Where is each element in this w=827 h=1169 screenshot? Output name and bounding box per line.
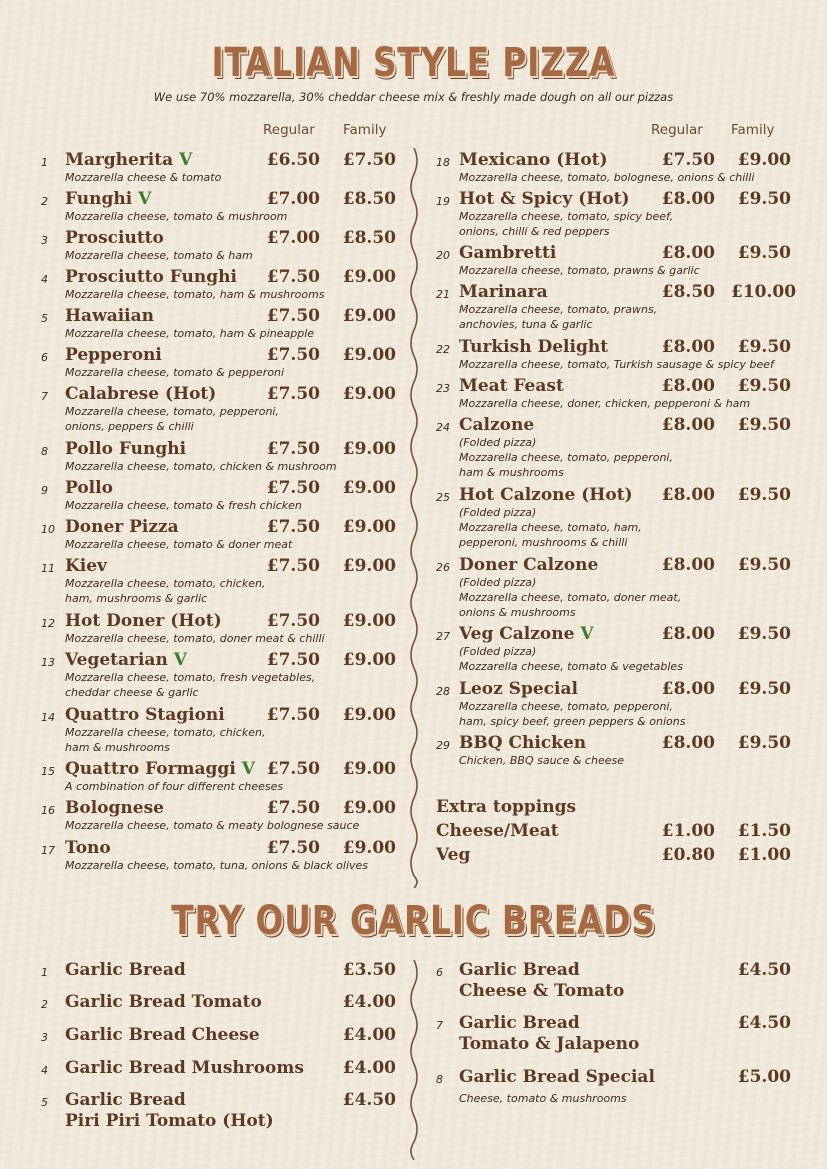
extra-toppings-heading: Extra toppings [436, 797, 577, 817]
pizza-16-regular-price: £7.50 [266, 798, 320, 818]
pizza-19-name-text: Hot & Spicy (Hot) [459, 189, 630, 209]
pizza-5-name-text: Hawaiian [65, 306, 155, 326]
garlic-4-number: 4 [41, 1064, 48, 1077]
pizza-3-name [65, 228, 164, 248]
pizza-7-description [65, 404, 279, 434]
pizza-25-description-line: (Folded pizza) [459, 506, 537, 519]
pizza-24-description-line: Mozzarella cheese, tomato, pepperoni, [459, 451, 673, 464]
pizza-7-name-text: Calabrese (Hot) [65, 384, 217, 404]
pizza-22-number: 22 [436, 343, 450, 356]
pizza-27-number: 27 [436, 630, 450, 643]
garlic-2-name [65, 992, 262, 1013]
pizza-3-description [65, 248, 253, 263]
pizza-4-regular-price: £7.50 [266, 267, 320, 287]
garlic-5-name-line: Garlic Bread [65, 1090, 186, 1110]
pizza-19-family-price: £9.50 [737, 189, 791, 209]
pizza-6-description-line: Mozzarella cheese, tomato & pepperoni [65, 366, 285, 379]
pizza-2-number: 2 [41, 195, 48, 208]
pizza-25-regular-price: £8.00 [661, 485, 715, 505]
pizza-26-number: 26 [436, 561, 450, 574]
pizza-25-family-price: £9.50 [737, 485, 791, 505]
pizza-1-name-text: Margherita [65, 150, 174, 170]
pizza-1-regular-price: £6.50 [266, 150, 320, 170]
pizza-19-number: 19 [436, 195, 450, 208]
pizza-12-description [65, 631, 325, 646]
pizza-27-description [459, 644, 683, 674]
pizza-7-name [65, 384, 216, 404]
pizza-13-description-line: cheddar cheese & garlic [65, 686, 199, 699]
pizza-7-family-price: £9.00 [342, 384, 396, 404]
pizza-25-name-text: Hot Calzone (Hot) [459, 485, 633, 505]
pizza-20-name [459, 243, 556, 263]
pizza-17-regular-price: £7.50 [266, 838, 320, 858]
pizza-3-regular-price: £7.00 [266, 228, 320, 248]
pizza-11-regular-price: £7.50 [266, 556, 320, 576]
pizza-27-family-price: £9.50 [737, 624, 791, 644]
pizza-15-veg-icon: V [241, 759, 255, 779]
pizza-23-number: 23 [436, 382, 450, 395]
pizza-22-family-price: £9.50 [737, 337, 791, 357]
pizza-7-description-line: onions, peppers & chilli [65, 420, 194, 433]
pizza-10-description-line: Mozzarella cheese, tomato & doner meat [65, 538, 293, 551]
pizza-15-family-price: £9.00 [342, 759, 396, 779]
pizza-9-description [65, 498, 302, 513]
pizza-19-description-line: Mozzarella cheese, tomato, spicy beef, [459, 210, 674, 223]
garlic-2-number: 2 [41, 998, 48, 1011]
garlic-5-price: £4.50 [342, 1090, 396, 1110]
pizza-12-family-price: £9.00 [342, 611, 396, 631]
pizza-5-regular-price: £7.50 [266, 306, 320, 326]
pizza-20-number: 20 [436, 249, 450, 262]
pizza-29-name [459, 733, 586, 753]
garlic-3-name-line: Garlic Bread Cheese [65, 1025, 260, 1045]
pizza-title: ITALIAN STYLE PIZZA [211, 40, 616, 86]
pizza-17-description [65, 858, 368, 873]
pizza-19-name [459, 189, 630, 209]
pizza-21-family-price: £10.00 [731, 282, 797, 302]
garlic-8-price: £5.00 [737, 1067, 791, 1087]
garlic-2-price: £4.00 [342, 992, 396, 1012]
pizza-16-description [65, 818, 359, 833]
pizza-15-number: 15 [41, 765, 55, 778]
pizza-19-description-line: onions, chilli & red peppers [459, 225, 610, 238]
pizza-7-description-line: Mozzarella cheese, tomato, pepperoni, [65, 405, 279, 418]
garlic-4-price: £4.00 [342, 1058, 396, 1078]
pizza-9-family-price: £9.00 [342, 478, 396, 498]
garlic-4-name-line: Garlic Bread Mushrooms [65, 1058, 304, 1078]
pizza-23-description-line: Mozzarella cheese, doner, chicken, pepperoni & ham [459, 397, 751, 410]
pizza-10-number: 10 [41, 523, 55, 536]
garlic-5-number: 5 [41, 1096, 48, 1109]
pizza-20-family-price: £9.50 [737, 243, 791, 263]
pizza-21-name-text: Marinara [459, 282, 548, 302]
pizza-25-name [459, 485, 633, 505]
pizza-14-family-price: £9.00 [342, 705, 396, 725]
pizza-13-regular-price: £7.50 [266, 650, 320, 670]
pizza-11-number: 11 [41, 562, 55, 575]
pizza-21-number: 21 [436, 288, 450, 301]
pizza-18-name [459, 150, 608, 170]
pizza-13-name [65, 650, 187, 670]
extra-2-name: Veg [436, 845, 471, 865]
right-col-family-header: Family [731, 122, 775, 138]
garlic-title: TRY OUR GARLIC BREADS [171, 898, 656, 944]
pizza-18-description-line: Mozzarella cheese, tomato, bolognese, onions & chilli [459, 171, 755, 184]
pizza-28-description-line: Mozzarella cheese, tomato, pepperoni, [459, 700, 673, 713]
pizza-21-description-line: Mozzarella cheese, tomato, prawns, [459, 303, 658, 316]
pizza-24-description-line: ham & mushrooms [459, 466, 564, 479]
garlic-7-number: 7 [436, 1019, 443, 1032]
pizza-21-name [459, 282, 548, 302]
pizza-28-description-line: ham, spicy beef, green peppers & onions [459, 715, 686, 728]
garlic-3-number: 3 [41, 1031, 48, 1044]
pizza-21-description [459, 302, 657, 332]
pizza-25-description-line: pepperoni, mushrooms & chilli [459, 536, 628, 549]
pizza-24-family-price: £9.50 [737, 415, 791, 435]
pizza-15-description [65, 779, 283, 794]
pizza-26-name-text: Doner Calzone [459, 555, 599, 575]
garlic-1-name [65, 960, 186, 981]
pizza-29-family-price: £9.50 [737, 733, 791, 753]
pizza-18-number: 18 [436, 156, 450, 169]
pizza-18-name-text: Mexicano (Hot) [459, 150, 608, 170]
pizza-8-description-line: Mozzarella cheese, tomato, chicken & mushroom [65, 460, 337, 473]
pizza-13-veg-icon: V [173, 650, 187, 670]
pizza-23-description [459, 396, 750, 411]
garlic-8-name [459, 1067, 655, 1088]
pizza-15-description-line: A combination of four different cheeses [65, 780, 284, 793]
pizza-10-name-text: Doner Pizza [65, 517, 179, 537]
pizza-28-description [459, 699, 685, 729]
pizza-26-description-line: Mozzarella cheese, tomato, doner meat, [459, 591, 682, 604]
pizza-5-family-price: £9.00 [342, 306, 396, 326]
left-col-regular-header: Regular [263, 122, 315, 138]
pizza-11-name [65, 556, 107, 576]
pizza-16-description-line: Mozzarella cheese, tomato & meaty bolognese sauce [65, 819, 360, 832]
pizza-13-description [65, 670, 315, 700]
pizza-17-family-price: £9.00 [342, 838, 396, 858]
pizza-13-name-text: Vegetarian [65, 650, 168, 670]
pizza-3-name-text: Prosciutto [65, 228, 164, 248]
pizza-14-name [65, 705, 225, 725]
pizza-2-veg-icon: V [138, 189, 152, 209]
pizza-24-name-text: Calzone [459, 415, 535, 435]
pizza-28-regular-price: £8.00 [661, 679, 715, 699]
pizza-20-name-text: Gambretti [459, 243, 557, 263]
pizza-16-name-text: Bolognese [65, 798, 164, 818]
garlic-8-name-line: Garlic Bread Special [459, 1067, 655, 1087]
pizza-14-description-line: ham & mushrooms [65, 741, 170, 754]
pizza-8-name-text: Pollo Funghi [65, 439, 187, 459]
pizza-14-description [65, 725, 265, 755]
pizza-4-number: 4 [41, 273, 48, 286]
pizza-column-divider [404, 148, 424, 888]
pizza-1-number: 1 [41, 156, 48, 169]
pizza-10-description [65, 537, 292, 552]
pizza-27-name [459, 624, 594, 644]
pizza-24-description [459, 435, 673, 480]
pizza-28-name [459, 679, 578, 699]
garlic-8-number: 8 [436, 1073, 443, 1086]
pizza-26-description-line: (Folded pizza) [459, 576, 537, 589]
pizza-29-description-line: Chicken, BBQ sauce & cheese [459, 754, 624, 767]
pizza-26-name [459, 555, 598, 575]
pizza-18-description [459, 170, 754, 185]
pizza-2-regular-price: £7.00 [266, 189, 320, 209]
garlic-7-name-line: Tomato & Jalapeno [459, 1034, 640, 1054]
pizza-5-description-line: Mozzarella cheese, tomato, ham & pineapple [65, 327, 315, 340]
pizza-20-description-line: Mozzarella cheese, tomato, prawns & garlic [459, 264, 700, 277]
pizza-22-regular-price: £8.00 [661, 337, 715, 357]
pizza-28-name-text: Leoz Special [459, 679, 578, 699]
extra-1-family-price: £1.50 [737, 821, 791, 841]
pizza-16-family-price: £9.00 [342, 798, 396, 818]
garlic-7-name [459, 1013, 639, 1055]
pizza-11-description-line: Mozzarella cheese, tomato, chicken, [65, 577, 266, 590]
pizza-21-regular-price: £8.50 [661, 282, 715, 302]
pizza-3-number: 3 [41, 234, 48, 247]
pizza-15-name [65, 759, 255, 779]
pizza-16-number: 16 [41, 804, 55, 817]
pizza-1-name [65, 150, 192, 170]
pizza-9-name [65, 478, 113, 498]
pizza-2-description-line: Mozzarella cheese, tomato & mushroom [65, 210, 288, 223]
garlic-6-price: £4.50 [737, 960, 791, 980]
pizza-14-number: 14 [41, 711, 55, 724]
pizza-15-regular-price: £7.50 [266, 759, 320, 779]
pizza-23-family-price: £9.50 [737, 376, 791, 396]
pizza-4-name [65, 267, 237, 287]
pizza-14-name-text: Quattro Stagioni [65, 705, 225, 725]
pizza-25-description-line: Mozzarella cheese, tomato, ham, [459, 521, 642, 534]
pizza-17-name [65, 838, 111, 858]
pizza-6-name [65, 345, 162, 365]
pizza-7-number: 7 [41, 390, 48, 403]
garlic-8-description: Cheese, tomato & mushrooms [459, 1092, 627, 1105]
pizza-2-name-text: Funghi [65, 189, 133, 209]
pizza-4-description [65, 287, 325, 302]
pizza-7-regular-price: £7.50 [266, 384, 320, 404]
extra-1-name: Cheese/Meat [436, 821, 559, 841]
pizza-18-regular-price: £7.50 [661, 150, 715, 170]
pizza-24-number: 24 [436, 421, 450, 434]
pizza-23-regular-price: £8.00 [661, 376, 715, 396]
pizza-17-description-line: Mozzarella cheese, tomato, tuna, onions & black olives [65, 859, 369, 872]
garlic-6-name-line: Cheese & Tomato [459, 981, 625, 1001]
garlic-6-number: 6 [436, 966, 443, 979]
pizza-28-number: 28 [436, 685, 450, 698]
pizza-11-family-price: £9.00 [342, 556, 396, 576]
pizza-6-regular-price: £7.50 [266, 345, 320, 365]
pizza-14-regular-price: £7.50 [266, 705, 320, 725]
pizza-4-description-line: Mozzarella cheese, tomato, ham & mushrooms [65, 288, 325, 301]
pizza-1-description-line: Mozzarella cheese & tomato [65, 171, 222, 184]
pizza-26-family-price: £9.50 [737, 555, 791, 575]
garlic-7-price: £4.50 [737, 1013, 791, 1033]
pizza-26-description [459, 575, 681, 620]
extra-2-regular-price: £0.80 [661, 845, 715, 865]
pizza-27-description-line: Mozzarella cheese, tomato & vegetables [459, 660, 683, 673]
pizza-6-name-text: Pepperoni [65, 345, 162, 365]
pizza-28-family-price: £9.50 [737, 679, 791, 699]
pizza-23-name [459, 376, 564, 396]
pizza-15-name-text: Quattro Formaggi [65, 759, 236, 779]
garlic-6-name [459, 960, 624, 1002]
garlic-7-name-line: Garlic Bread [459, 1013, 580, 1033]
pizza-13-description-line: Mozzarella cheese, tomato, fresh vegetables, [65, 671, 316, 684]
extra-1-regular-price: £1.00 [661, 821, 715, 841]
pizza-27-name-text: Veg Calzone [459, 624, 575, 644]
pizza-17-number: 17 [41, 844, 55, 857]
pizza-23-name-text: Meat Feast [459, 376, 564, 396]
pizza-8-name [65, 439, 186, 459]
pizza-10-regular-price: £7.50 [266, 517, 320, 537]
garlic-1-price: £3.50 [342, 960, 396, 980]
pizza-24-name [459, 415, 534, 435]
pizza-4-family-price: £9.00 [342, 267, 396, 287]
pizza-22-name-text: Turkish Delight [459, 337, 609, 357]
pizza-29-description [459, 753, 624, 768]
pizza-10-family-price: £9.00 [342, 517, 396, 537]
pizza-2-family-price: £8.50 [342, 189, 396, 209]
pizza-20-regular-price: £8.00 [661, 243, 715, 263]
pizza-8-description [65, 459, 337, 474]
pizza-12-name-text: Hot Doner (Hot) [65, 611, 222, 631]
pizza-6-number: 6 [41, 351, 48, 364]
garlic-6-name-line: Garlic Bread [459, 960, 580, 980]
pizza-11-description [65, 576, 265, 606]
pizza-18-family-price: £9.00 [737, 150, 791, 170]
pizza-29-name-text: BBQ Chicken [459, 733, 587, 753]
pizza-6-description [65, 365, 284, 380]
pizza-12-regular-price: £7.50 [266, 611, 320, 631]
pizza-26-regular-price: £8.00 [661, 555, 715, 575]
garlic-2-name-line: Garlic Bread Tomato [65, 992, 262, 1012]
pizza-subtitle: We use 70% mozzarella, 30% cheddar cheese mix & freshly made dough on all our pizzas [153, 90, 674, 104]
garlic-3-price: £4.00 [342, 1025, 396, 1045]
pizza-14-description-line: Mozzarella cheese, tomato, chicken, [65, 726, 266, 739]
pizza-27-veg-icon: V [580, 624, 594, 644]
pizza-9-number: 9 [41, 484, 48, 497]
pizza-17-name-text: Tono [65, 838, 111, 858]
pizza-27-regular-price: £8.00 [661, 624, 715, 644]
pizza-8-number: 8 [41, 445, 48, 458]
garlic-5-name [65, 1090, 274, 1132]
pizza-22-description-line: Mozzarella cheese, tomato, Turkish sausage & spicy beef [459, 358, 774, 371]
pizza-5-name [65, 306, 154, 326]
pizza-10-name [65, 517, 179, 537]
pizza-22-description [459, 357, 774, 372]
pizza-24-description-line: (Folded pizza) [459, 436, 537, 449]
pizza-19-description [459, 209, 673, 239]
garlic-1-name-line: Garlic Bread [65, 960, 186, 980]
garlic-3-name [65, 1025, 260, 1046]
pizza-12-number: 12 [41, 617, 55, 630]
pizza-19-regular-price: £8.00 [661, 189, 715, 209]
pizza-12-description-line: Mozzarella cheese, tomato, doner meat & chilli [65, 632, 325, 645]
pizza-29-regular-price: £8.00 [661, 733, 715, 753]
pizza-9-name-text: Pollo [65, 478, 113, 498]
garlic-5-name-line: Piri Piri Tomato (Hot) [65, 1111, 274, 1131]
pizza-26-description-line: onions & mushrooms [459, 606, 576, 619]
pizza-22-name [459, 337, 608, 357]
pizza-25-description [459, 505, 642, 550]
pizza-1-veg-icon: V [179, 150, 193, 170]
pizza-25-number: 25 [436, 491, 450, 504]
pizza-24-regular-price: £8.00 [661, 415, 715, 435]
pizza-9-regular-price: £7.50 [266, 478, 320, 498]
pizza-8-family-price: £9.00 [342, 439, 396, 459]
pizza-3-family-price: £8.50 [342, 228, 396, 248]
pizza-5-description [65, 326, 314, 341]
pizza-29-number: 29 [436, 739, 450, 752]
pizza-5-number: 5 [41, 312, 48, 325]
pizza-9-description-line: Mozzarella cheese, tomato & fresh chicken [65, 499, 302, 512]
extra-2-family-price: £1.00 [737, 845, 791, 865]
garlic-4-name [65, 1058, 304, 1079]
pizza-16-name [65, 798, 164, 818]
pizza-2-name [65, 189, 151, 209]
pizza-11-name-text: Kiev [65, 556, 107, 576]
pizza-21-description-line: anchovies, tuna & garlic [459, 318, 593, 331]
right-col-regular-header: Regular [651, 122, 703, 138]
pizza-27-description-line: (Folded pizza) [459, 645, 537, 658]
pizza-13-number: 13 [41, 656, 55, 669]
pizza-8-regular-price: £7.50 [266, 439, 320, 459]
pizza-1-family-price: £7.50 [342, 150, 396, 170]
pizza-1-description [65, 170, 221, 185]
pizza-2-description [65, 209, 287, 224]
garlic-1-number: 1 [41, 966, 48, 979]
garlic-column-divider [404, 960, 424, 1160]
pizza-4-name-text: Prosciutto Funghi [65, 267, 237, 287]
pizza-6-family-price: £9.00 [342, 345, 396, 365]
pizza-13-family-price: £9.00 [342, 650, 396, 670]
pizza-3-description-line: Mozzarella cheese, tomato & ham [65, 249, 253, 262]
pizza-20-description [459, 263, 700, 278]
left-col-family-header: Family [343, 122, 387, 138]
pizza-12-name [65, 611, 222, 631]
pizza-11-description-line: ham, mushrooms & garlic [65, 592, 208, 605]
